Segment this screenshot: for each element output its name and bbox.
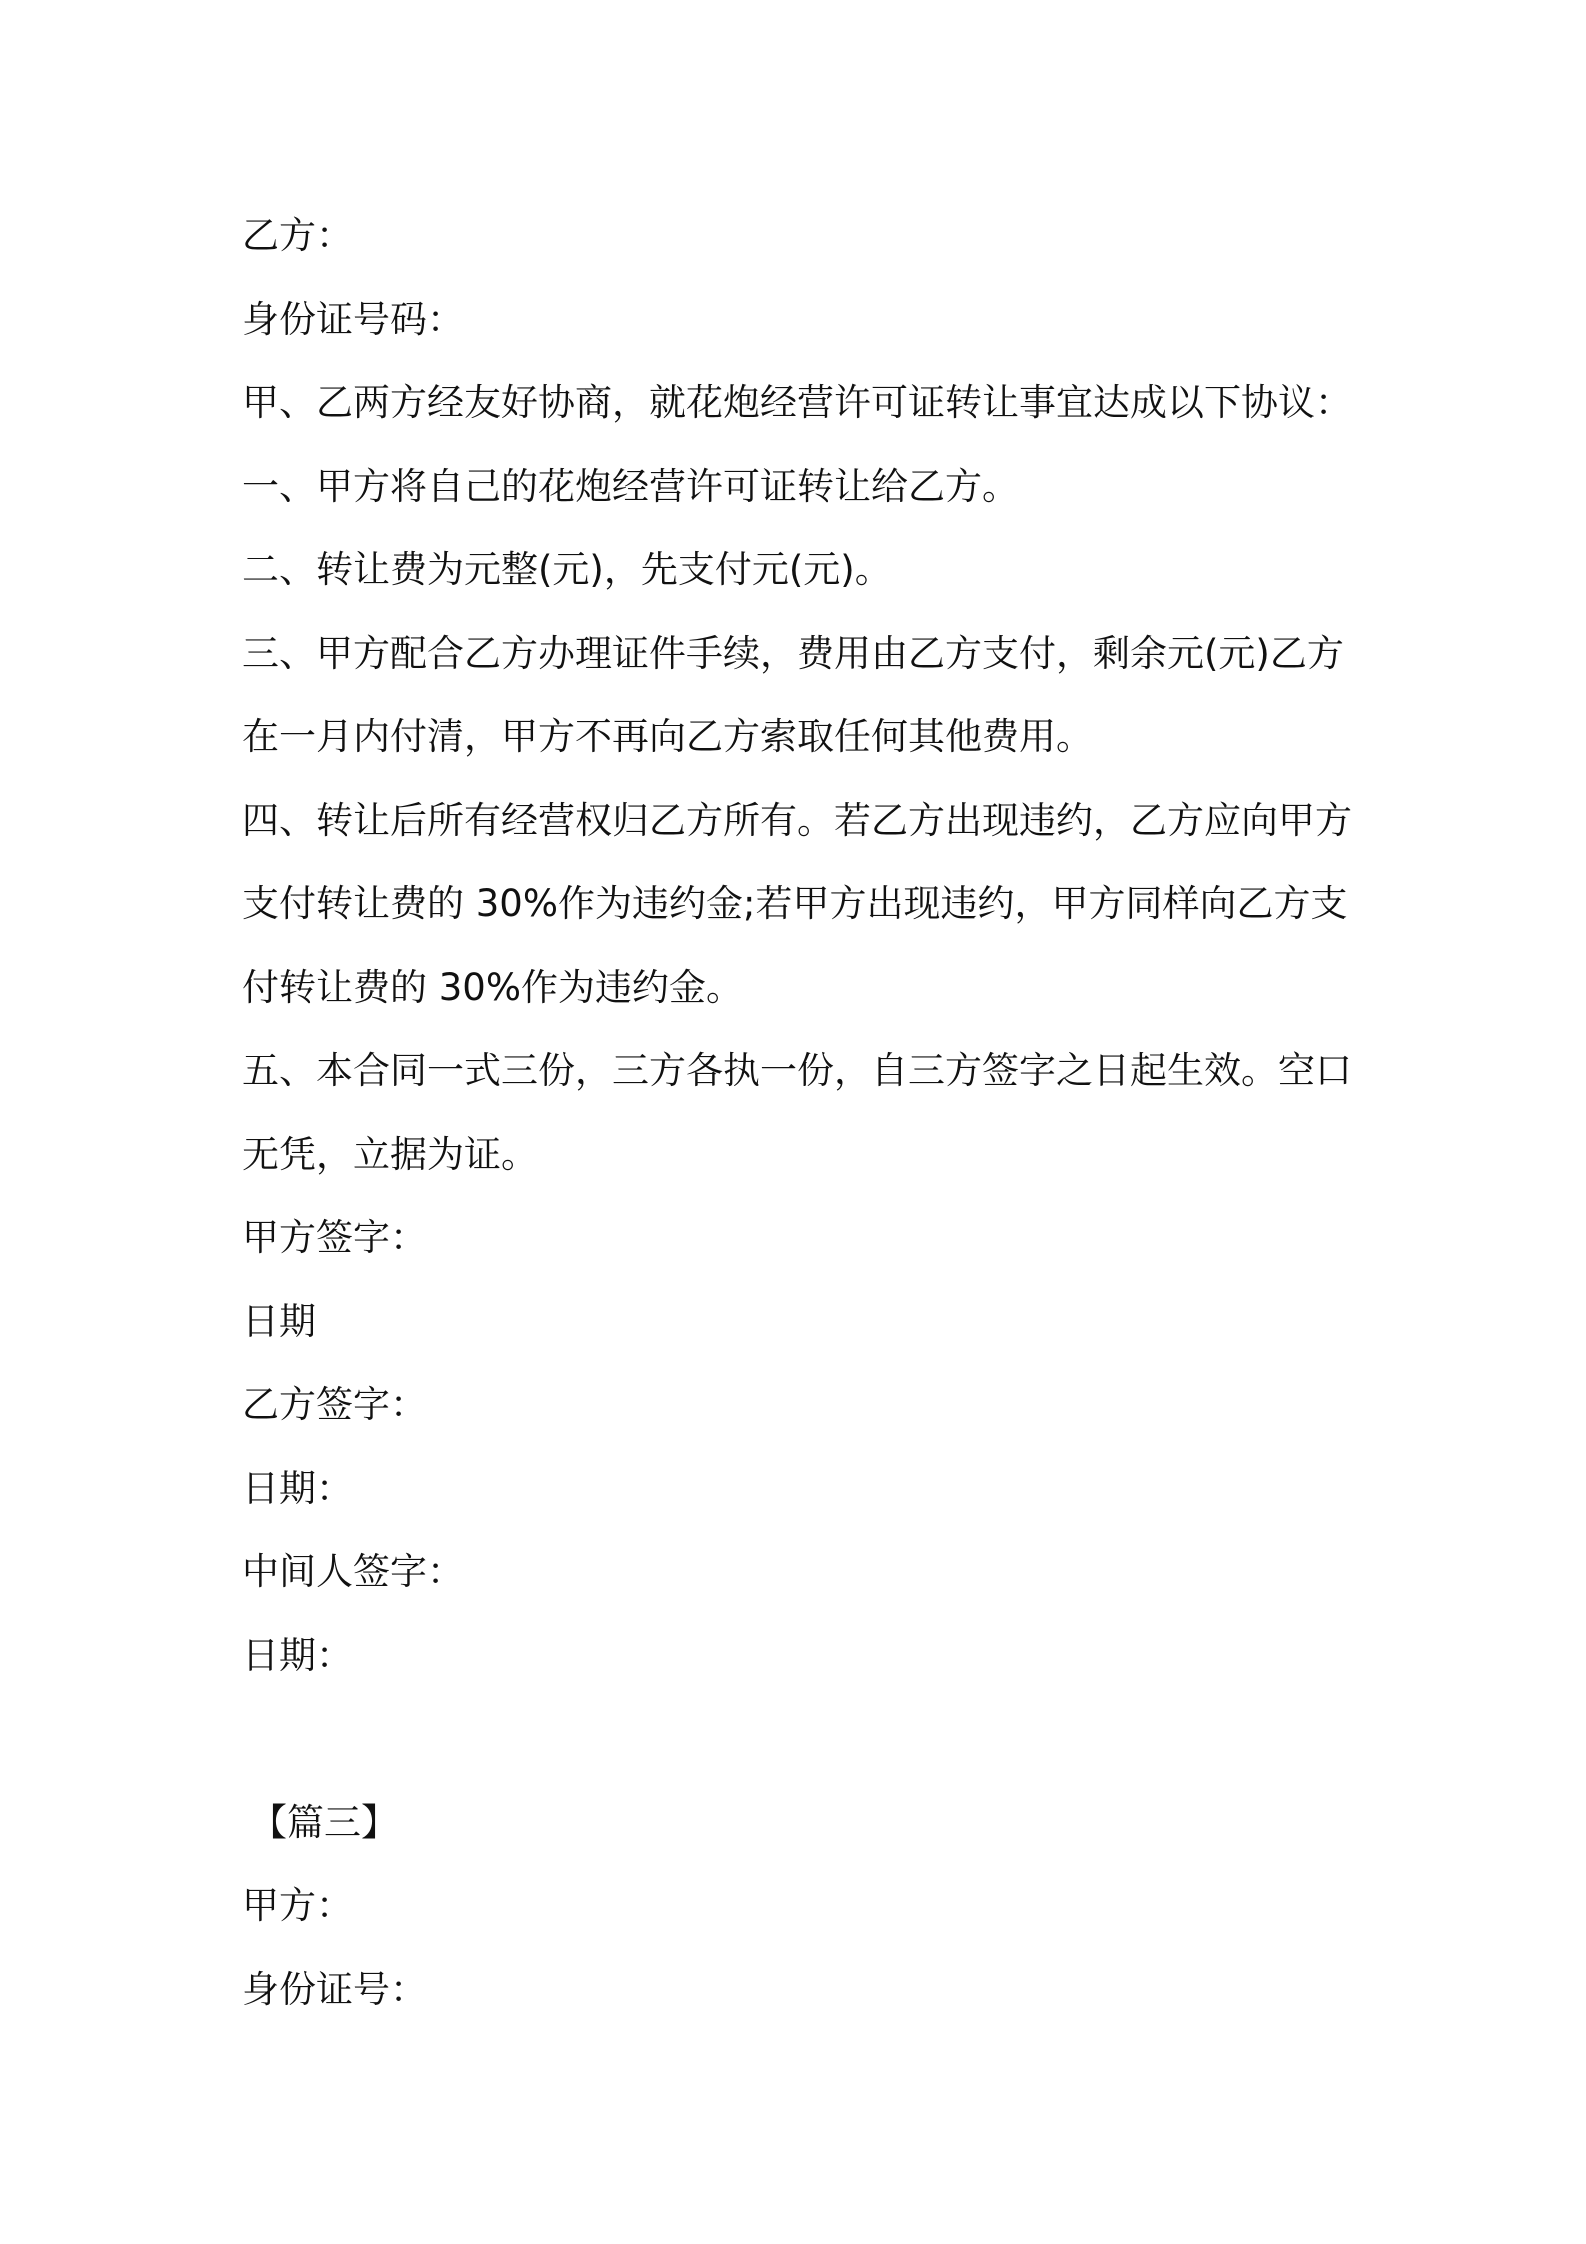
clause-3-line-1: 三、甲方配合乙方办理证件手续，费用由乙方支付，剩余元(元)乙方 (242, 631, 1344, 675)
party-a-label: 甲方： (242, 1884, 353, 1927)
clause-5-line-2: 无凭，立据为证。 (242, 1132, 538, 1176)
party-b-label: 乙方： (242, 214, 353, 257)
party-b-signature-label: 乙方签字： (242, 1383, 427, 1426)
id-number-label-2: 身份证号： (242, 1967, 427, 2011)
section-heading: 【篇三】 (250, 1800, 398, 1844)
agreement-intro: 甲、乙两方经友好协商，就花炮经营许可证转让事宜达成以下协议： (242, 381, 1352, 424)
clause-3-line-2: 在一月内付清，甲方不再向乙方索取任何其他费用。 (242, 715, 1093, 758)
clause-1: 一、甲方将自己的花炮经营许可证转让给乙方。 (242, 464, 1019, 508)
party-b-date-label: 日期： (242, 1466, 353, 1510)
party-a-date-label: 日期 (242, 1299, 316, 1343)
intermediary-signature-label: 中间人签字： (242, 1550, 464, 1593)
clause-2: 二、转让费为元整(元)，先支付元(元)。 (242, 548, 892, 591)
intermediary-date-label: 日期： (242, 1633, 353, 1677)
party-a-signature-label: 甲方签字： (242, 1216, 427, 1259)
id-number-label: 身份证号码： (242, 297, 464, 341)
clause-5-line-1: 五、本合同一式三份，三方各执一份，自三方签字之日起生效。空口 (242, 1049, 1352, 1092)
document-body (242, 194, 1362, 2031)
clause-4-line-3: 付转让费的 30%作为违约金。 (242, 965, 743, 1009)
clause-4-line-2: 支付转让费的 30%作为违约金;若甲方出现违约，甲方同样向乙方支 (242, 882, 1348, 925)
clause-4-line-1: 四、转让后所有经营权归乙方所有。若乙方出现违约，乙方应向甲方 (242, 798, 1352, 842)
section-spacer (242, 1697, 1362, 1781)
